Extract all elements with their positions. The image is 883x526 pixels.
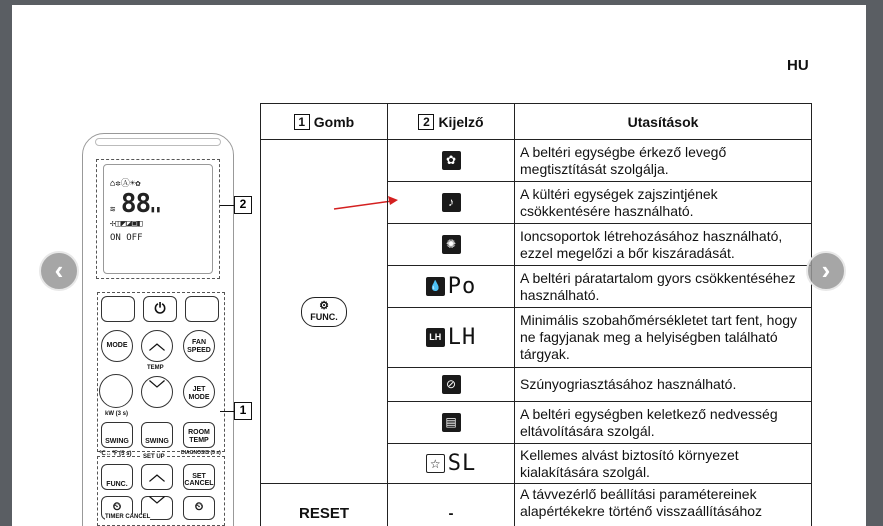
low-heat-icon: LH bbox=[426, 328, 445, 347]
header-display: 2 Kijelző bbox=[388, 104, 515, 140]
callout-1: 1 bbox=[234, 402, 252, 420]
next-page-button[interactable] bbox=[806, 251, 846, 291]
chevron-left-icon: ‹ bbox=[54, 255, 64, 285]
mode-button[interactable]: MODE bbox=[101, 330, 133, 362]
lcd-small-text: ON OFF bbox=[110, 233, 143, 243]
instruction-cell: Ioncsoportok létrehozásához használható, ezzel megelőzi a bőr kiszáradását. bbox=[515, 224, 812, 266]
kw-label: kW (3 s) bbox=[105, 411, 129, 417]
swing-horizontal-button[interactable]: SWING bbox=[141, 422, 173, 448]
chevron-up-icon: ︿ bbox=[148, 467, 165, 484]
function-table bbox=[260, 103, 812, 526]
instruction-cell: A beltéri páratartalom gyors csökkentéséhez használható. bbox=[515, 266, 812, 308]
table-row-reset bbox=[261, 484, 812, 526]
auto-clean-icon: ▤ bbox=[442, 413, 461, 432]
reset-button-cell: RESET bbox=[261, 484, 388, 526]
temp-label: TEMP bbox=[147, 365, 164, 371]
document-page bbox=[12, 5, 866, 526]
header-instructions: Utasítások bbox=[515, 104, 812, 140]
lcd-func-icons: ✢◫◩◪▣◧ bbox=[110, 219, 143, 229]
right-blank-button[interactable] bbox=[185, 296, 219, 322]
chevron-up-icon: ︿ bbox=[148, 336, 165, 353]
ionizer-icon: ✺ bbox=[442, 235, 461, 254]
segment-lh: LH bbox=[447, 325, 477, 350]
header-button: 1 Gomb bbox=[261, 104, 388, 140]
callout-2: 2 bbox=[234, 196, 252, 214]
remote-lcd bbox=[103, 164, 213, 274]
jet-mode-button[interactable]: JET MODE bbox=[183, 376, 215, 408]
segment-sl: SL bbox=[447, 451, 477, 476]
chevron-down-icon: ﹀ bbox=[148, 381, 165, 398]
func-button[interactable]: ⚙ FUNC. bbox=[301, 297, 347, 327]
instruction-cell: Minimális szobahőmérsékletet tart fent, hogy ne fagyjanak meg a helyiségben található tárgyak. bbox=[515, 308, 812, 368]
reset-display-cell: - bbox=[388, 484, 515, 526]
diagnosis-label: DIAGNOSIS (5 s) bbox=[181, 450, 221, 456]
remote-control-illustration bbox=[82, 133, 234, 526]
dehumidify-icon: 💧 bbox=[426, 277, 445, 296]
swing-vertical-button[interactable]: SWING bbox=[101, 422, 133, 448]
prev-page-button[interactable] bbox=[39, 251, 79, 291]
sleep-icon: ☆ bbox=[426, 454, 445, 473]
air-purify-icon: ✿ bbox=[442, 151, 461, 170]
lcd-swing-icon: ≋ bbox=[110, 205, 116, 215]
mosquito-icon: ⊘ bbox=[442, 375, 461, 394]
func-button-remote[interactable]: FUNC. bbox=[101, 464, 133, 490]
instruction-cell: A beltéri egységbe érkező levegő megtisztítását szolgálja. bbox=[515, 140, 812, 182]
timer-cancel-label: TIMER CANCEL bbox=[105, 514, 151, 520]
set-cancel-button[interactable]: SET CANCEL bbox=[183, 464, 215, 490]
setup-label: SET UP bbox=[143, 454, 165, 460]
clock-icon: ⏲ bbox=[112, 501, 122, 513]
language-code: HU bbox=[787, 57, 809, 74]
low-noise-icon: ♪ bbox=[442, 193, 461, 212]
fan-speed-button[interactable]: FAN SPEED bbox=[183, 330, 215, 362]
instruction-cell: Kellemes alvást biztosító környezet kialakítására szolgál. bbox=[515, 444, 812, 484]
lcd-icons-row: ⌂✲Ⓐ☀✿ bbox=[110, 179, 141, 189]
callout-line-2 bbox=[220, 205, 234, 206]
remote-top-slot bbox=[95, 138, 221, 146]
setup-up-button[interactable] bbox=[141, 464, 173, 490]
lcd-digits: 88 bbox=[120, 189, 151, 219]
timer-cancel-icon-button[interactable] bbox=[183, 496, 215, 520]
power-button[interactable] bbox=[143, 296, 177, 322]
instruction-cell: A kültéri egységek zajszintjének csökkentésére használható. bbox=[515, 182, 812, 224]
celsius-toggle-label: ℃↔℉ (5 s) bbox=[99, 451, 132, 457]
instruction-cell: Szúnyogriasztásához használható. bbox=[515, 368, 812, 402]
room-temp-button[interactable]: ROOM TEMP bbox=[183, 422, 215, 448]
instruction-cell: A beltéri egységben keletkező nedvesség eltávolítására szolgál. bbox=[515, 402, 812, 444]
instruction-cell: A távvezérlő beállítási paramétereinek alapértékekre történő visszaállításához bbox=[515, 484, 812, 526]
clock-icon: ⏲ bbox=[194, 501, 204, 513]
table-row bbox=[261, 140, 812, 182]
chevron-right-icon: › bbox=[821, 255, 831, 285]
table-header-row bbox=[261, 104, 812, 140]
left-blank-button[interactable] bbox=[101, 296, 135, 322]
callout-line-1 bbox=[220, 411, 234, 412]
round-blank-button[interactable] bbox=[99, 374, 133, 408]
lcd-bar-icon: ▮▮ bbox=[150, 205, 161, 215]
temp-down-button[interactable] bbox=[141, 376, 173, 408]
segment-po: Po bbox=[447, 274, 477, 299]
temp-up-button[interactable] bbox=[141, 330, 173, 362]
chevron-down-icon: ﹀ bbox=[148, 497, 165, 514]
func-button-cell bbox=[261, 140, 388, 484]
power-icon: ⏻ bbox=[154, 300, 166, 316]
gear-icon: ⚙ bbox=[319, 299, 329, 312]
